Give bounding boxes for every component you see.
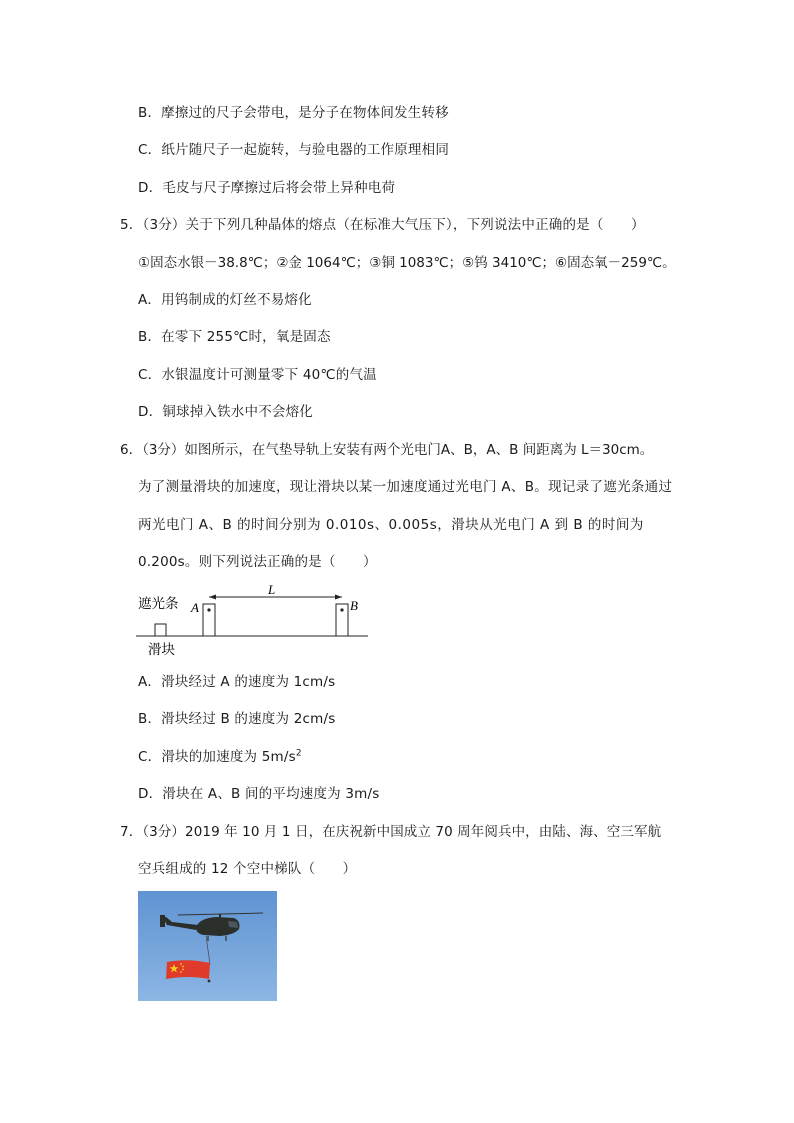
q4-option-c: C．纸片随尺子一起旋转，与验电器的工作原理相同 — [138, 142, 450, 158]
label-distance-l: L — [268, 582, 276, 597]
photogate-diagram — [136, 582, 376, 660]
q6-stem-line-4: 0.200s。则下列说法正确的是（ ） — [138, 554, 377, 570]
q6-option-b: B．滑块经过 B 的速度为 2cm/s — [138, 711, 336, 727]
q6-option-c-text: C．滑块的加速度为 5m/s — [138, 749, 296, 765]
label-gate-b: B — [350, 598, 358, 613]
q6-option-c-exponent: 2 — [295, 748, 302, 759]
q6-stem-line-2: 为了测量滑块的加速度，现让滑块以某一加速度通过光电门 A、B。现记录了遮光条通过 — [138, 479, 673, 495]
q6-option-a: A．滑块经过 A 的速度为 1cm/s — [138, 674, 336, 690]
q5-option-b: B．在零下 255℃时，氧是固态 — [138, 329, 331, 345]
q7-stem-line-2: 空兵组成的 12 个空中梯队（ ） — [138, 861, 357, 877]
label-shade-strip: 遮光条 — [138, 596, 179, 612]
q6-stem-line-1: 6．（3分）如图所示，在气垫导轨上安装有两个光电门A、B，A、B 间距离为 L＝30cm。 — [120, 442, 654, 458]
q4-option-b: B．摩擦过的尺子会带电，是分子在物体间发生转移 — [138, 105, 449, 121]
q6-option-d: D．滑块在 A、B 间的平均速度为 3m/s — [138, 786, 380, 802]
q4-option-d: D．毛皮与尺子摩擦过后将会带上异种电荷 — [138, 180, 396, 196]
q6-option-c — [138, 745, 302, 765]
helicopter-flag-photo — [138, 891, 277, 1001]
arrow-head-left — [209, 595, 216, 600]
label-slider: 滑块 — [148, 642, 175, 658]
sensor-a-dot — [207, 608, 210, 611]
arrow-head-right — [335, 595, 342, 600]
q5-option-c: C．水银温度计可测量零下 40℃的气温 — [138, 367, 377, 383]
label-gate-a: A — [191, 600, 199, 615]
slider-block — [155, 624, 166, 636]
q5-option-d: D．铜球掉入铁水中不会熔化 — [138, 404, 313, 420]
q5-option-a: A．用钨制成的灯丝不易熔化 — [138, 292, 312, 308]
q6-stem-line-3: 两光电门 A、B 的时间分别为 0.010s、0.005s，滑块从光电门 A 到 B 的时间为 — [138, 517, 644, 533]
sensor-b-dot — [340, 608, 343, 611]
q5-stem: 5．（3分）关于下列几种晶体的熔点（在标准大气压下），下列说法中正确的是（ ） — [120, 217, 645, 233]
q5-data-line: ①固态水银－38.8℃；②金 1064℃；③铜 1083℃；⑤钨 3410℃；⑥固态氧－259℃。 — [138, 255, 676, 271]
q7-stem-line-1: 7．（3分）2019 年 10 月 1 日，在庆祝新中国成立 70 周年阅兵中，由陆、海、空三军航 — [120, 824, 662, 840]
